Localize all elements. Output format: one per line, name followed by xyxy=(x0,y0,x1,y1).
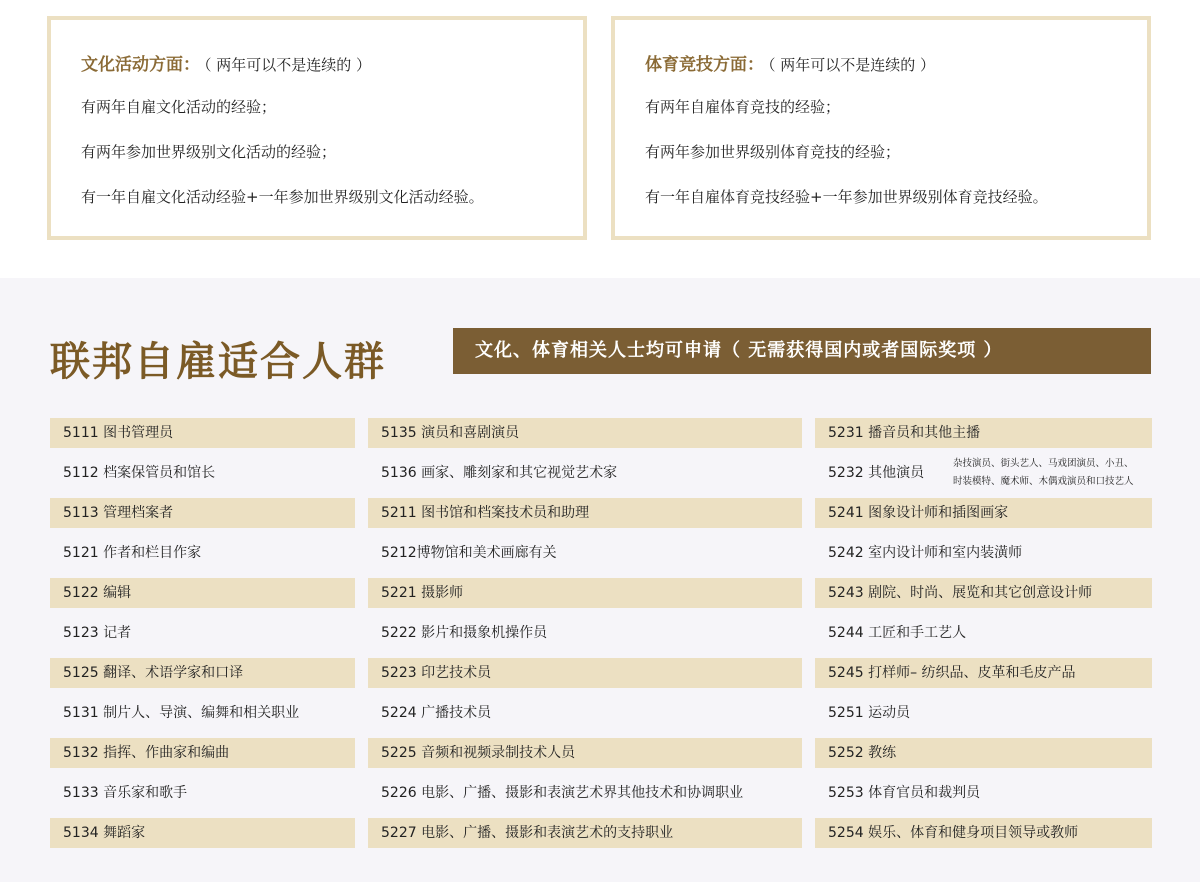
occupation-row-5232 xyxy=(815,458,1152,488)
occupation-column-1 xyxy=(50,418,355,858)
occupation-row: 5241 图象设计师和插图画家 xyxy=(815,498,1152,528)
occupation-row: 5227 电影、广播、摄影和表演艺术的支持职业 xyxy=(368,818,802,848)
occupation-row: 5253 体育官员和裁判员 xyxy=(828,785,981,801)
occupation-row: 5254 娱乐、体育和健身项目领导或教师 xyxy=(815,818,1152,848)
section-banner: 文化、体育相关人士均可申请（ 无需获得国内或者国际奖项 ） xyxy=(453,328,1151,374)
sports-requirements-box xyxy=(611,16,1151,240)
culture-requirements-box xyxy=(47,16,587,240)
occupation-row: 5211 图书馆和档案技术员和助理 xyxy=(368,498,802,528)
occupation-row: 5223 印艺技术员 xyxy=(368,658,802,688)
occupation-note xyxy=(953,458,1134,490)
occupation-row: 5125 翻译、术语学家和口译 xyxy=(50,658,355,688)
occupation-row: 5131 制片人、导演、编舞和相关职业 xyxy=(63,705,300,721)
occupation-column-2 xyxy=(368,418,802,858)
occupation-row: 5244 工匠和手工艺人 xyxy=(828,625,967,641)
culture-heading-label: 文化活动方面： xyxy=(81,55,200,75)
culture-heading xyxy=(81,50,371,75)
occupation-row: 5251 运动员 xyxy=(828,705,911,721)
occupation-row: 5245 打样师– 纺织品、皮革和毛皮产品 xyxy=(815,658,1152,688)
occupation-row: 5224 广播技术员 xyxy=(381,705,492,721)
occupation-row: 5132 指挥、作曲家和编曲 xyxy=(50,738,355,768)
occupation-row: 5243 剧院、时尚、展览和其它创意设计师 xyxy=(815,578,1152,608)
occupation-row: 5134 舞蹈家 xyxy=(50,818,355,848)
occupation-row-label: 5232 其他演员 xyxy=(828,465,925,481)
occupation-row: 5122 编辑 xyxy=(50,578,355,608)
occupation-row: 5222 影片和摄象机操作员 xyxy=(381,625,548,641)
occupation-row: 5121 作者和栏目作家 xyxy=(63,545,202,561)
sports-heading-label: 体育竞技方面： xyxy=(645,55,764,75)
occupation-row: 5135 演员和喜剧演员 xyxy=(368,418,802,448)
occupation-row: 5136 画家、雕刻家和其它视觉艺术家 xyxy=(381,465,618,481)
requirements-section xyxy=(0,0,1200,278)
occupation-row: 5221 摄影师 xyxy=(368,578,802,608)
sports-line-1: 有两年自雇体育竞技的经验； xyxy=(645,98,841,116)
occupation-row: 5242 室内设计师和室内装潢师 xyxy=(828,545,1023,561)
sports-line-3: 有一年自雇体育竞技经验+一年参加世界级别体育竞技经验。 xyxy=(645,188,1048,206)
occupation-row: 5133 音乐家和歌手 xyxy=(63,785,188,801)
section-title: 联邦自雇适合人群 xyxy=(50,339,386,385)
culture-line-3: 有一年自雇文化活动经验+一年参加世界级别文化活动经验。 xyxy=(81,188,484,206)
occupation-note-line-1: 杂技演员、街头艺人、马戏团演员、小丑、 xyxy=(953,458,1134,469)
occupation-row: 5111 图书管理员 xyxy=(50,418,355,448)
culture-heading-note: （ 两年可以不是连续的 ） xyxy=(204,56,372,74)
occupation-row: 5252 教练 xyxy=(815,738,1152,768)
occupation-row: 5226 电影、广播、摄影和表演艺术界其他技术和协调职业 xyxy=(381,785,744,801)
sports-heading-note: （ 两年可以不是连续的 ） xyxy=(768,56,936,74)
occupation-row: 5212博物馆和美术画廊有关 xyxy=(381,545,557,561)
culture-line-2: 有两年参加世界级别文化活动的经验； xyxy=(81,143,337,161)
occupation-row: 5113 管理档案者 xyxy=(50,498,355,528)
sports-line-2: 有两年参加世界级别体育竞技的经验； xyxy=(645,143,901,161)
occupations-section xyxy=(0,278,1200,882)
culture-line-1: 有两年自雇文化活动的经验； xyxy=(81,98,277,116)
occupation-row: 5123 记者 xyxy=(63,625,132,641)
occupation-row: 5231 播音员和其他主播 xyxy=(815,418,1152,448)
occupation-row: 5225 音频和视频录制技术人员 xyxy=(368,738,802,768)
occupation-note-line-2: 时装模特、魔术师、木偶戏演员和口技艺人 xyxy=(953,476,1134,487)
occupation-row: 5112 档案保管员和馆长 xyxy=(63,465,216,481)
occupation-column-3 xyxy=(815,418,1152,858)
sports-heading xyxy=(645,50,935,75)
